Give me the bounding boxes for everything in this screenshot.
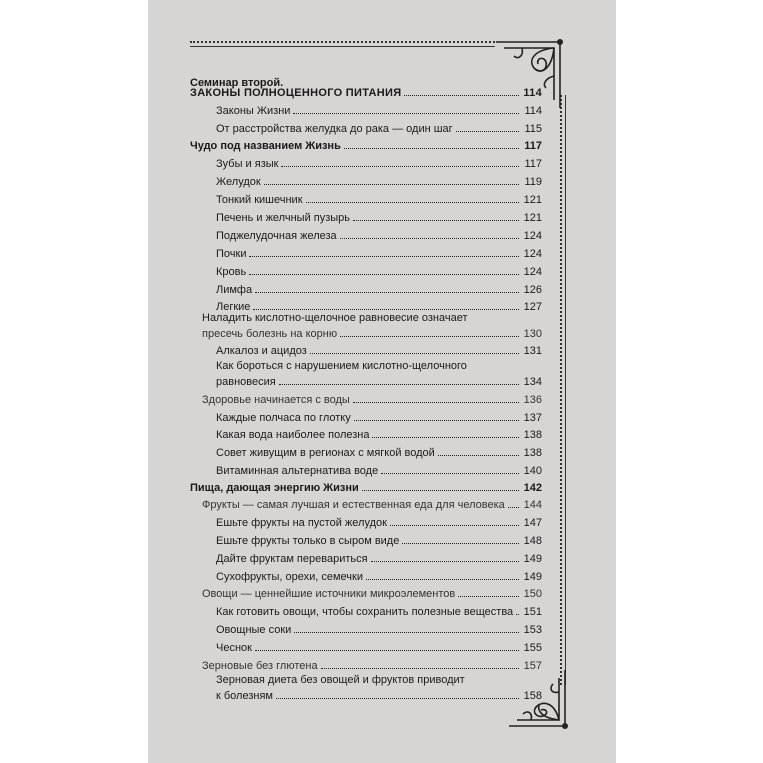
- dot-leader: [255, 650, 519, 651]
- toc-entry[interactable]: [216, 461, 542, 477]
- toc-page-number: 147: [523, 517, 542, 529]
- toc-page-number: 150: [523, 588, 542, 600]
- toc-entry-title: равновесия: [216, 376, 276, 388]
- toc-entry-title: Овощные соки: [216, 624, 292, 636]
- toc-page-number: 127: [523, 301, 542, 313]
- toc-entry[interactable]: [190, 478, 542, 494]
- toc-entry-title: Здоровье начинается с воды: [202, 394, 350, 406]
- toc-page-number: 114: [524, 105, 542, 117]
- toc-page-number: 140: [523, 465, 542, 477]
- dot-leader: [404, 95, 519, 96]
- toc-page-number: 126: [523, 284, 542, 296]
- toc-entry-title: Ешьте фрукты только в сыром виде: [216, 535, 400, 547]
- toc-entry[interactable]: [216, 101, 542, 117]
- toc-entry[interactable]: [202, 584, 542, 600]
- toc-page-number: 142: [523, 482, 542, 494]
- toc-entry-title: Чудо под названием Жизнь: [190, 140, 341, 152]
- toc-entry[interactable]: [216, 549, 542, 565]
- toc-page-number: 138: [523, 447, 542, 459]
- toc-entry[interactable]: [216, 602, 542, 618]
- toc-entry-title: к болезням: [216, 690, 273, 702]
- toc-page-number: 137: [523, 412, 542, 424]
- toc-page-number: 151: [523, 606, 542, 618]
- toc-page-number: 144: [523, 499, 542, 511]
- toc-entry-title: Как готовить овощи, чтобы сохранить полезные вещества: [216, 606, 514, 618]
- dot-leader: [353, 220, 519, 221]
- toc-page-number: 124: [523, 248, 542, 260]
- dot-leader: [279, 384, 519, 385]
- toc-entry-title: Кровь: [216, 266, 247, 278]
- toc-entry-title: пресечь болезнь на корню: [202, 328, 338, 340]
- dot-leader: [293, 113, 519, 114]
- toc-page-number: 138: [523, 429, 542, 441]
- toc-entry[interactable]: [216, 408, 542, 424]
- toc-entry-title: Алкалоз и ацидоз: [216, 345, 307, 357]
- toc-page-number: 121: [523, 194, 542, 206]
- toc-page-number: 121: [523, 212, 542, 224]
- toc-entry-title: Легкие: [216, 301, 251, 313]
- dot-leader: [340, 238, 519, 239]
- dot-leader: [354, 420, 519, 421]
- dot-leader: [255, 292, 519, 293]
- toc-entry[interactable]: [190, 136, 542, 152]
- toc-entry-title: Зерновая диета без овощей и фруктов приводит: [216, 674, 465, 686]
- toc-page-number: 124: [523, 266, 542, 278]
- dot-leader: [264, 184, 519, 185]
- toc-entry-title: Витаминная альтернатива воде: [216, 465, 379, 477]
- toc-entry-title: Ешьте фрукты на пустой желудок: [216, 517, 387, 529]
- toc-entry[interactable]: [202, 390, 542, 406]
- toc-page-number: 117: [524, 158, 542, 170]
- toc-page-number: 124: [523, 230, 542, 242]
- toc-entry[interactable]: [216, 172, 542, 188]
- toc-page-number: 114: [523, 87, 542, 99]
- toc-page-number: 131: [523, 345, 542, 357]
- toc-entry-title: Наладить кислотно-щелочное равновесие означает: [202, 312, 468, 324]
- toc-entry[interactable]: [216, 620, 542, 636]
- toc-entry[interactable]: [216, 226, 542, 242]
- toc-entry[interactable]: [202, 324, 542, 340]
- dot-leader: [381, 473, 519, 474]
- dot-leader: [362, 490, 519, 491]
- toc-entry[interactable]: [190, 83, 542, 99]
- dot-leader: [310, 353, 519, 354]
- toc-entry[interactable]: [216, 443, 542, 459]
- toc-entry-title: Зерновые без глютена: [202, 660, 318, 672]
- dot-leader: [344, 148, 519, 149]
- dot-leader: [458, 596, 519, 597]
- toc-entry[interactable]: [216, 567, 542, 583]
- toc-entry[interactable]: [202, 656, 542, 672]
- toc-entry[interactable]: [202, 495, 542, 511]
- toc-page-number: 155: [523, 642, 542, 654]
- toc-entry[interactable]: [216, 244, 542, 260]
- toc-entry-title: От расстройства желудка до рака — один шаг: [216, 123, 453, 135]
- toc-entry-title: Совет живущим в регионах с мягкой водой: [216, 447, 435, 459]
- dot-leader: [438, 455, 519, 456]
- toc-entry-title: Зубы и язык: [216, 158, 279, 170]
- toc-entry-title: Фрукты — самая лучшая и естественная еда для человека: [202, 499, 505, 511]
- dot-leader: [249, 274, 519, 275]
- toc-entry[interactable]: [216, 119, 542, 135]
- dot-leader: [276, 698, 519, 699]
- dot-leader: [253, 309, 519, 310]
- toc-entry-title: Чеснок: [216, 642, 252, 654]
- toc-page-number: 115: [524, 123, 542, 135]
- dot-leader: [353, 402, 519, 403]
- toc-page-number: 149: [523, 553, 542, 565]
- toc-entry-title: Поджелудочная железа: [216, 230, 337, 242]
- seminar-heading: Семинар второй.: [190, 77, 284, 89]
- toc-entry[interactable]: [216, 341, 542, 357]
- toc-entry[interactable]: [216, 154, 542, 170]
- toc-entry[interactable]: [216, 190, 542, 206]
- toc-page-number: 119: [524, 176, 542, 188]
- toc-page-number: 157: [523, 660, 542, 672]
- toc-entry-title: ЗАКОНЫ ПОЛНОЦЕННОГО ПИТАНИЯ: [190, 87, 402, 99]
- dot-leader: [249, 256, 519, 257]
- dot-leader: [390, 525, 519, 526]
- toc-entry[interactable]: [216, 208, 542, 224]
- toc-entry-title: Пища, дающая энергию Жизни: [190, 482, 359, 494]
- toc-entry[interactable]: [216, 513, 542, 529]
- dot-leader: [516, 614, 519, 615]
- dot-leader: [281, 166, 519, 167]
- toc-entry-title: Почки: [216, 248, 247, 260]
- toc-entry[interactable]: [216, 372, 542, 388]
- toc-entry-title: Тонкий кишечник: [216, 194, 303, 206]
- toc-entry[interactable]: [216, 686, 542, 702]
- toc-entry-title: Дайте фруктам перевариться: [216, 553, 368, 565]
- toc-entry-title: Желудок: [216, 176, 261, 188]
- dot-leader: [321, 668, 519, 669]
- toc-entry-title: Печень и желчный пузырь: [216, 212, 351, 224]
- toc-entry-title: Законы Жизни: [216, 105, 291, 117]
- toc-entry-title: Как бороться с нарушением кислотно-щелочного: [216, 360, 467, 372]
- dot-leader: [371, 561, 519, 562]
- toc-page-number: 117: [524, 140, 542, 152]
- toc-page-number: 130: [523, 328, 542, 340]
- toc-entry-title: Какая вода наиболее полезна: [216, 429, 370, 441]
- toc-page-number: 134: [523, 376, 542, 388]
- dot-leader: [340, 336, 519, 337]
- toc-page-number: 158: [523, 690, 542, 702]
- dot-leader: [306, 202, 519, 203]
- toc-entry-title: Сухофрукты, орехи, семечки: [216, 571, 363, 583]
- dot-leader: [366, 579, 519, 580]
- toc-entry-title: Каждые полчаса по глотку: [216, 412, 351, 424]
- dot-leader: [402, 543, 519, 544]
- toc-entry-title: Овощи — ценнейшие источники микроэлементов: [202, 588, 456, 600]
- toc-entry[interactable]: [216, 262, 542, 278]
- toc-entry-title: Лимфа: [216, 284, 253, 296]
- toc-page-number: 149: [523, 571, 542, 583]
- toc-page-number: 148: [523, 535, 542, 547]
- toc-entry[interactable]: [216, 297, 542, 313]
- toc-entry[interactable]: [216, 280, 542, 296]
- dot-leader: [372, 437, 519, 438]
- toc-entry[interactable]: [216, 638, 542, 654]
- toc-entry[interactable]: [216, 531, 542, 547]
- toc-page-number: 153: [523, 624, 542, 636]
- dot-leader: [456, 131, 519, 132]
- dot-leader: [294, 632, 519, 633]
- toc-page-number: 136: [523, 394, 542, 406]
- dot-leader: [508, 507, 519, 508]
- toc-entry[interactable]: [216, 425, 542, 441]
